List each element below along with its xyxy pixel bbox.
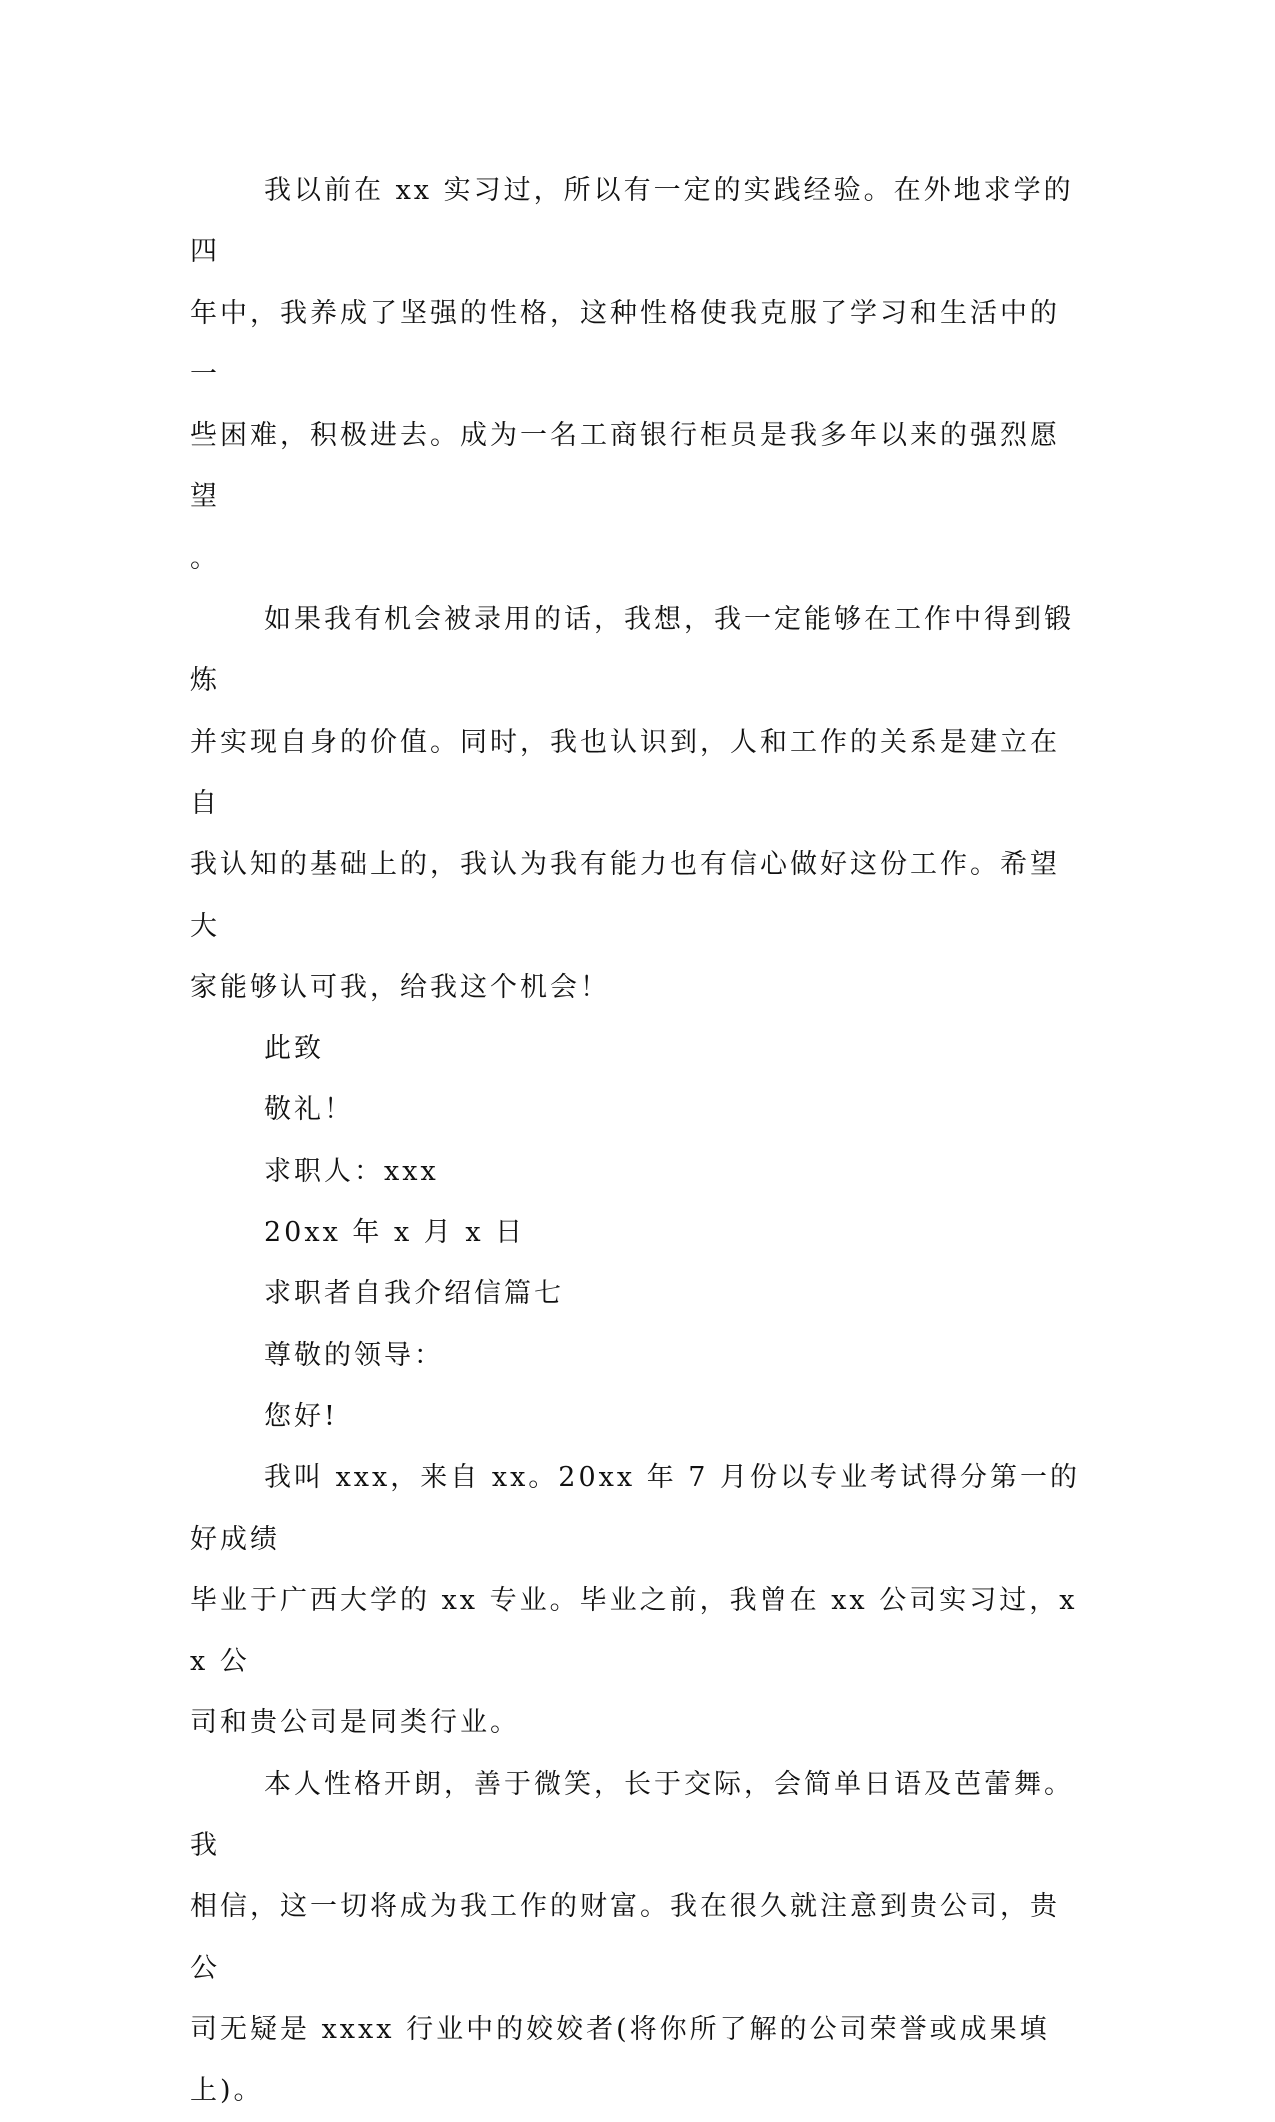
closing-salutation: 此致 [264, 1033, 324, 1065]
paragraph-hiring-hope: 如果我有机会被录用的话，我想，我一定能够在工作中得到锻炼 并实现自身的价值。同时，我也认识到，人和工作的关系是建立在自 我认知的基础上的，我认为我有能力也有信心做好这份工作。希望大 家能够认可我，给我这个机会！ [190, 604, 1074, 1003]
document-body [190, 160, 1085, 2122]
paragraph-personality: 本人性格开朗，善于微笑，长于交际，会简单日语及芭蕾舞。我 相信，这一切将成为我工作的财富。我在很久就注意到贵公司，贵公 司无疑是 xxxx 行业中的姣姣者(将你所了解的公司荣誉或成果填上)。 [190, 1768, 1074, 2107]
letter-date: 20xx 年 x 月 x 日 [264, 1217, 526, 1249]
closing-regards: 敬礼！ [264, 1094, 354, 1126]
paragraph-self-introduction: 我叫 xxx，来自 xx。20xx 年 7 月份以专业考试得分第一的好成绩 毕业于广西大学的 xx 专业。毕业之前，我曾在 xx 公司实习过，xx 公 司和贵公司是同类行业。 [190, 1462, 1081, 1739]
paragraph-internship-experience: 我以前在 xx 实习过，所以有一定的实践经验。在外地求学的四 年中，我养成了坚强的性格，这种性格使我克服了学习和生活中的一 些困难，积极进去。成为一名工商银行柜员是我多年以来的强烈愿望 。 [190, 175, 1074, 574]
section-title: 求职者自我介绍信篇七 [264, 1278, 564, 1310]
applicant-signature: 求职人：xxx [264, 1155, 439, 1187]
letter-hello: 您好! [264, 1400, 338, 1432]
letter-greeting: 尊敬的领导： [264, 1339, 444, 1371]
